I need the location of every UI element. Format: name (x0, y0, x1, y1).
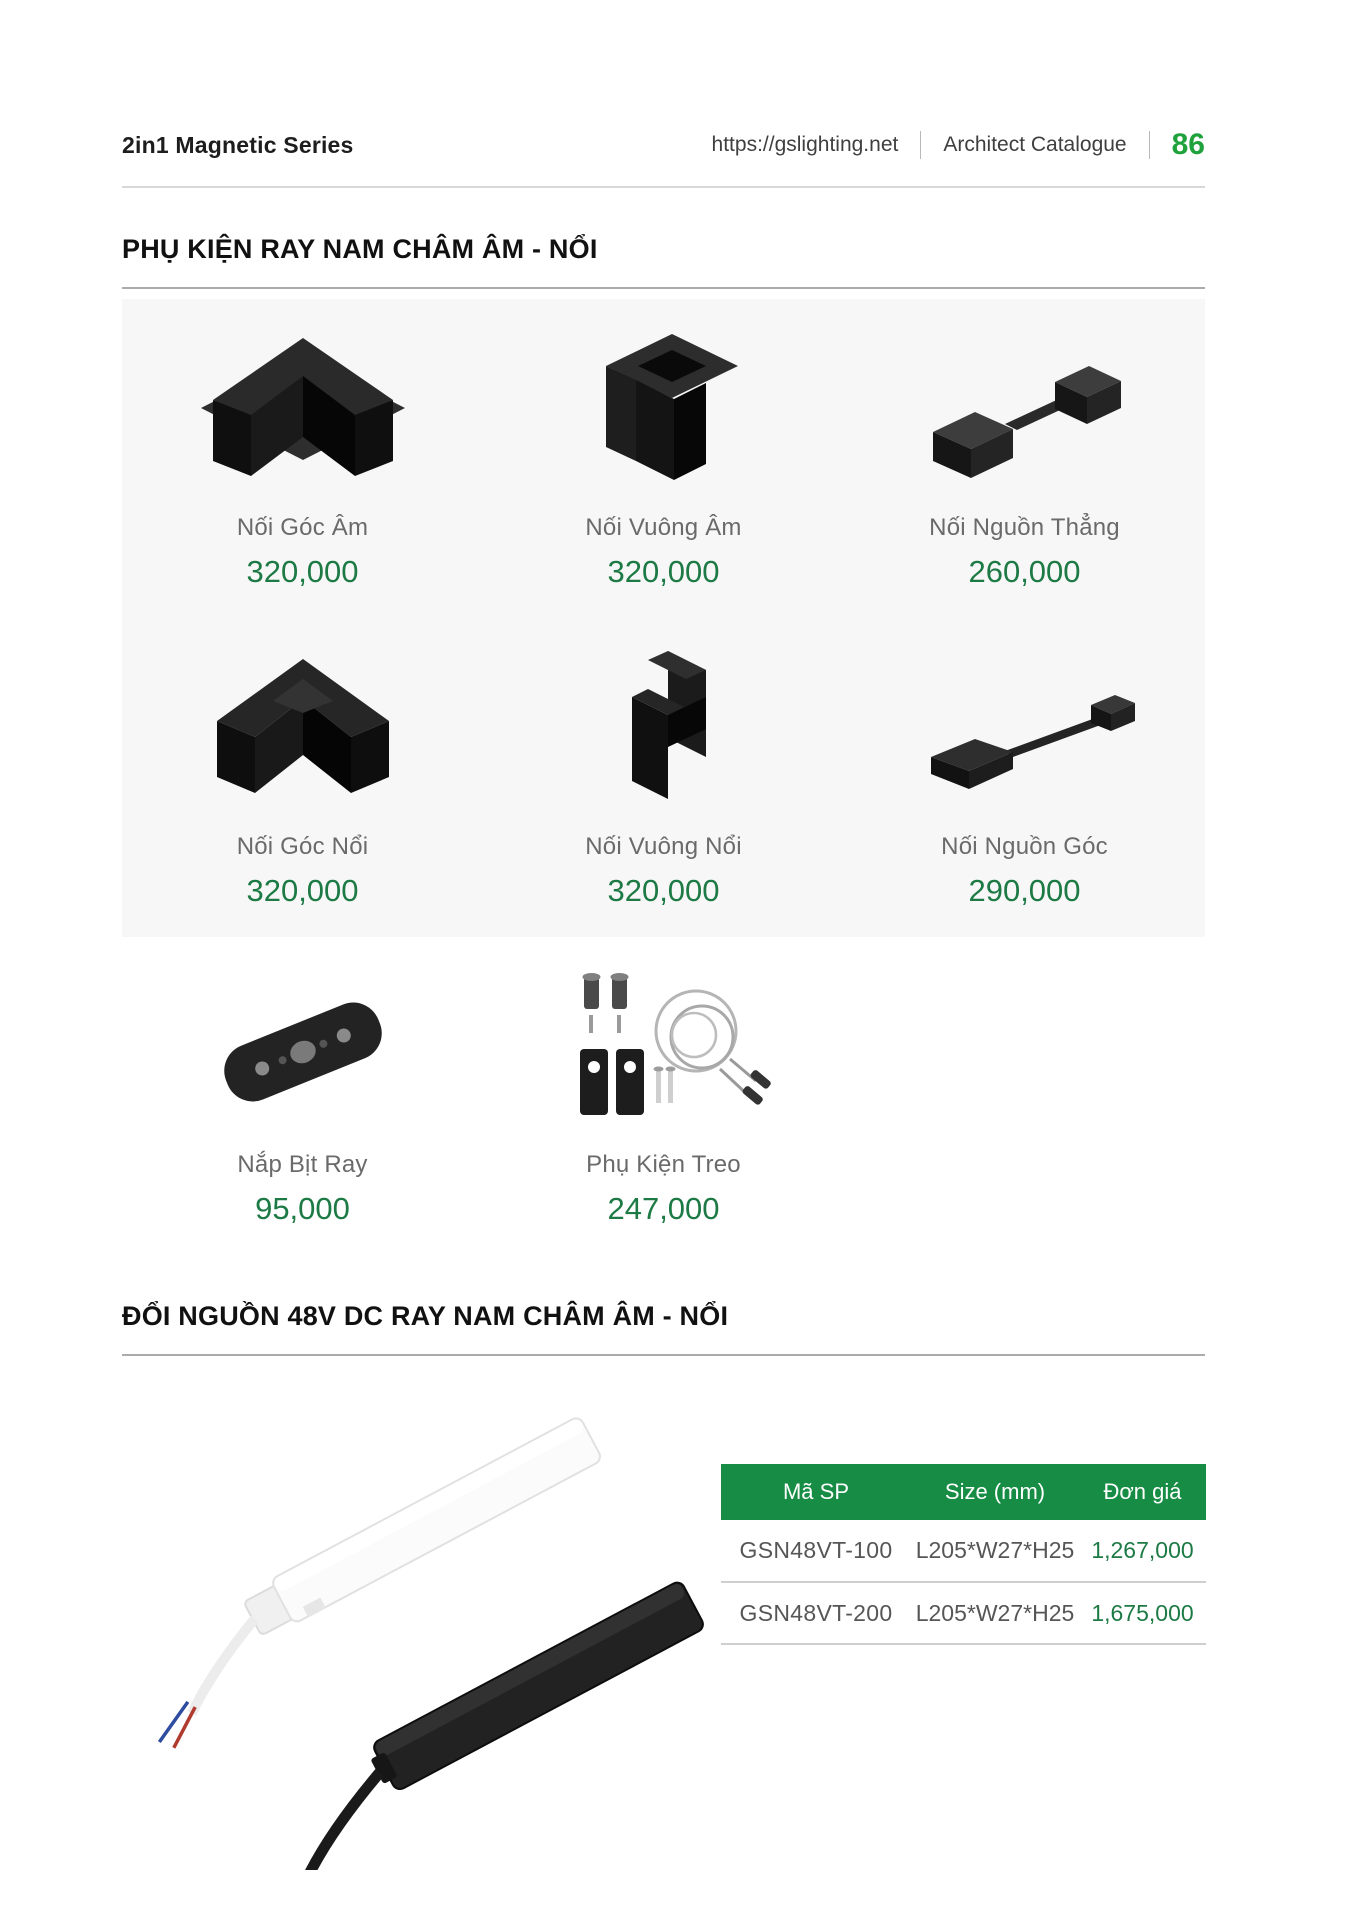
product-price: 95,000 (255, 1191, 350, 1226)
track-end-cap-image (178, 947, 428, 1137)
product-code: GSN48VT-100 (721, 1520, 911, 1582)
product-code: GSN48VT-200 (721, 1582, 911, 1644)
corner-power-connector-image (900, 629, 1150, 819)
section-title-accessories: PHỤ KIỆN RAY NAM CHÂM ÂM - NỔI (122, 234, 1205, 289)
product-card (122, 618, 483, 937)
table-header-row (721, 1464, 1206, 1520)
header-meta (712, 128, 1205, 162)
product-price: 320,000 (246, 554, 359, 589)
catalogue-name: Architect Catalogue (943, 133, 1127, 156)
empty-cell (844, 937, 1205, 1255)
product-name: Nối Vuông Nổi (585, 833, 742, 860)
product-name: Nối Nguồn Thẳng (929, 514, 1120, 541)
page-number: 86 (1171, 128, 1205, 161)
header-divider (920, 131, 921, 159)
suspension-kit-image (539, 947, 789, 1137)
col-header-size: Size (mm) (911, 1464, 1079, 1520)
product-price: 290,000 (968, 873, 1081, 908)
product-card (122, 299, 483, 618)
corner-connector-recessed-image (178, 310, 428, 500)
col-header-code: Mã SP (721, 1464, 911, 1520)
product-price: 247,000 (607, 1191, 720, 1226)
product-card (483, 299, 844, 618)
website-url: https://gslighting.net (711, 133, 899, 156)
product-price: 320,000 (607, 554, 720, 589)
product-size: L205*W27*H25 (911, 1582, 1079, 1644)
page-header (122, 128, 1205, 188)
product-card (122, 937, 483, 1255)
vertical-corner-connector-recessed-image (539, 310, 789, 500)
product-card (844, 299, 1205, 618)
header-divider (1149, 131, 1150, 159)
accessories-panel (122, 299, 1205, 937)
table-row (721, 1520, 1206, 1582)
product-size: L205*W27*H25 (911, 1520, 1079, 1582)
corner-connector-surface-image (178, 629, 428, 819)
product-price: 320,000 (246, 873, 359, 908)
product-price: 260,000 (968, 554, 1081, 589)
product-name: Nối Vuông Âm (585, 514, 742, 541)
product-name: Phụ Kiện Treo (586, 1151, 741, 1178)
product-name: Nối Góc Âm (236, 514, 369, 541)
product-price: 1,675,000 (1079, 1582, 1206, 1644)
table-row (721, 1582, 1206, 1644)
product-price: 1,267,000 (1079, 1520, 1206, 1582)
section-title-power: ĐỔI NGUỒN 48V DC RAY NAM CHÂM ÂM - NỔI (122, 1301, 1205, 1356)
power-driver-images (122, 1370, 707, 1870)
series-title: 2in1 Magnetic Series (122, 131, 354, 158)
product-name: Nắp Bịt Ray (237, 1151, 368, 1178)
col-header-price: Đơn giá (1079, 1464, 1206, 1520)
product-name: Nối Nguồn Góc (941, 833, 1108, 860)
product-card (844, 618, 1205, 937)
accessories-extra-row (122, 937, 1205, 1255)
product-card (483, 937, 844, 1255)
product-price: 320,000 (607, 873, 720, 908)
power-driver-table (721, 1464, 1206, 1645)
product-card (483, 618, 844, 937)
vertical-corner-connector-surface-image (539, 629, 789, 819)
straight-power-connector-image (900, 310, 1150, 500)
product-name: Nối Góc Nổi (236, 833, 369, 860)
